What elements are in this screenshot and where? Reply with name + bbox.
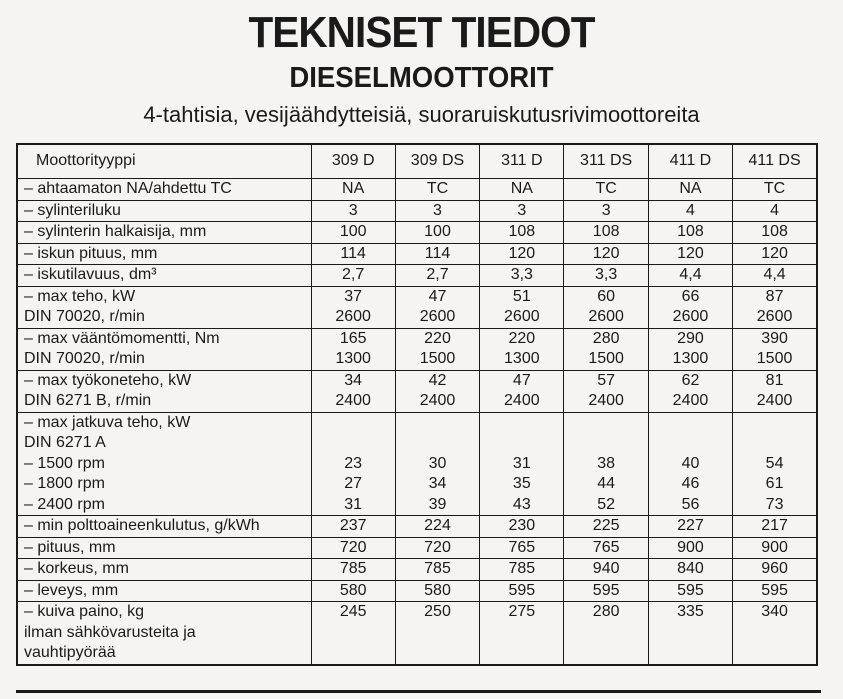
table-row	[17, 222, 817, 244]
table-cell: 30 34 39	[395, 412, 479, 516]
table-cell: 227	[648, 516, 732, 538]
table-cell: 3	[311, 200, 395, 222]
table-cell: 3	[480, 200, 564, 222]
column-header: 411 D	[648, 144, 732, 179]
table-cell: 108	[564, 222, 648, 244]
table-body	[17, 179, 817, 665]
table-cell: 900	[733, 537, 817, 559]
table-cell: 595	[733, 580, 817, 602]
table-cell: 220 1500	[395, 328, 479, 370]
table-cell: 960	[733, 559, 817, 581]
table-cell: 4	[648, 200, 732, 222]
table-cell: 34 2400	[311, 370, 395, 412]
table-cell: 840	[648, 559, 732, 581]
table-cell: 38 44 52	[564, 412, 648, 516]
table-cell: 275	[480, 602, 564, 665]
page-tagline: 4-tahtisia, vesijäähdytteisiä, suoraruiskutusrivimoottoreita	[143, 102, 700, 127]
table-cell: 42 2400	[395, 370, 479, 412]
table-cell: 23 27 31	[311, 412, 395, 516]
table-cell: 47 2600	[395, 286, 479, 328]
table-cell: 3,3	[564, 265, 648, 287]
table-cell: 230	[480, 516, 564, 538]
column-header: 309 DS	[395, 144, 479, 179]
table-cell: 57 2400	[564, 370, 648, 412]
table-cell: 900	[648, 537, 732, 559]
table-cell: TC	[395, 179, 479, 201]
row-label: – iskun pituus, mm	[17, 243, 311, 265]
table-cell: 51 2600	[480, 286, 564, 328]
table-cell: 37 2600	[311, 286, 395, 328]
table-cell: 62 2400	[648, 370, 732, 412]
row-label: – max jatkuva teho, kW DIN 6271 A – 1500 rpm – 1800 rpm – 2400 rpm	[17, 412, 311, 516]
table-cell: 224	[395, 516, 479, 538]
table-cell: 785	[311, 559, 395, 581]
table-cell: TC	[733, 179, 817, 201]
row-label: – korkeus, mm	[17, 559, 311, 581]
table-row	[17, 580, 817, 602]
row-label: – iskutilavuus, dm³	[17, 265, 311, 287]
table-row	[17, 537, 817, 559]
table-cell: 114	[395, 243, 479, 265]
table-cell: 595	[648, 580, 732, 602]
table-row	[17, 559, 817, 581]
row-label: – max työkoneteho, kW DIN 6271 B, r/min	[17, 370, 311, 412]
table-cell: 720	[395, 537, 479, 559]
column-header: 411 DS	[733, 144, 817, 179]
table-cell: 120	[733, 243, 817, 265]
table-cell: 340	[733, 602, 817, 665]
table-cell: 785	[395, 559, 479, 581]
table-cell: 3	[564, 200, 648, 222]
table-cell: NA	[648, 179, 732, 201]
table-row	[17, 200, 817, 222]
table-cell: 100	[395, 222, 479, 244]
table-cell: 217	[733, 516, 817, 538]
row-label: – sylinterin halkaisija, mm	[17, 222, 311, 244]
table-cell: 165 1300	[311, 328, 395, 370]
row-label: – ahtaamaton NA/ahdettu TC	[17, 179, 311, 201]
column-header: 309 D	[311, 144, 395, 179]
table-row	[17, 286, 817, 328]
table-cell: 114	[311, 243, 395, 265]
table-cell: 108	[480, 222, 564, 244]
table-cell: 765	[564, 537, 648, 559]
table-cell: 220 1300	[480, 328, 564, 370]
row-label: – kuiva paino, kg ilman sähkövarusteita ja vauhtipyörää	[17, 602, 311, 665]
spec-table	[16, 143, 818, 666]
table-cell: 4	[733, 200, 817, 222]
table-cell: 3,3	[480, 265, 564, 287]
table-header-row	[17, 144, 817, 179]
table-cell: 280	[564, 602, 648, 665]
table-cell: 390 1500	[733, 328, 817, 370]
table-cell: 120	[480, 243, 564, 265]
bottom-divider	[16, 690, 821, 693]
table-row	[17, 370, 817, 412]
table-cell: 108	[648, 222, 732, 244]
table-cell: 4,4	[733, 265, 817, 287]
row-label: – pituus, mm	[17, 537, 311, 559]
table-cell: 54 61 73	[733, 412, 817, 516]
table-cell: 4,4	[648, 265, 732, 287]
page-subtitle: DIESELMOOTTORIT	[289, 62, 554, 94]
table-cell: NA	[480, 179, 564, 201]
table-row	[17, 179, 817, 201]
table-row	[17, 243, 817, 265]
row-label: – max vääntömomentti, Nm DIN 70020, r/min	[17, 328, 311, 370]
table-cell: 280 1500	[564, 328, 648, 370]
table-cell: 940	[564, 559, 648, 581]
table-row	[17, 516, 817, 538]
table-cell: 290 1300	[648, 328, 732, 370]
table-cell: 60 2600	[564, 286, 648, 328]
row-label: – leveys, mm	[17, 580, 311, 602]
table-cell: 81 2400	[733, 370, 817, 412]
table-cell: 720	[311, 537, 395, 559]
table-row	[17, 602, 817, 665]
table-row	[17, 328, 817, 370]
table-row	[17, 412, 817, 516]
table-cell: 785	[480, 559, 564, 581]
table-cell: TC	[564, 179, 648, 201]
table-cell: 237	[311, 516, 395, 538]
table-cell: 2,7	[395, 265, 479, 287]
table-row	[17, 265, 817, 287]
page-title: TEKNISET TIEDOT	[248, 8, 595, 57]
table-cell: 335	[648, 602, 732, 665]
row-label: – min polttoaineenkulutus, g/kWh	[17, 516, 311, 538]
table-cell: 225	[564, 516, 648, 538]
table-cell: 245	[311, 602, 395, 665]
table-cell: 250	[395, 602, 479, 665]
table-cell: NA	[311, 179, 395, 201]
table-cell: 120	[648, 243, 732, 265]
table-cell: 580	[311, 580, 395, 602]
table-cell: 31 35 43	[480, 412, 564, 516]
row-label: – sylinteriluku	[17, 200, 311, 222]
table-cell: 595	[480, 580, 564, 602]
table-cell: 2,7	[311, 265, 395, 287]
column-header: 311 DS	[564, 144, 648, 179]
table-cell: 87 2600	[733, 286, 817, 328]
table-cell: 66 2600	[648, 286, 732, 328]
header-corner: Moottorityyppi	[17, 144, 311, 179]
table-cell: 108	[733, 222, 817, 244]
table-cell: 595	[564, 580, 648, 602]
table-cell: 765	[480, 537, 564, 559]
table-cell: 580	[395, 580, 479, 602]
table-cell: 47 2400	[480, 370, 564, 412]
column-header: 311 D	[480, 144, 564, 179]
row-label: – max teho, kW DIN 70020, r/min	[17, 286, 311, 328]
table-cell: 40 46 56	[648, 412, 732, 516]
table-cell: 100	[311, 222, 395, 244]
table-cell: 3	[395, 200, 479, 222]
table-cell: 120	[564, 243, 648, 265]
